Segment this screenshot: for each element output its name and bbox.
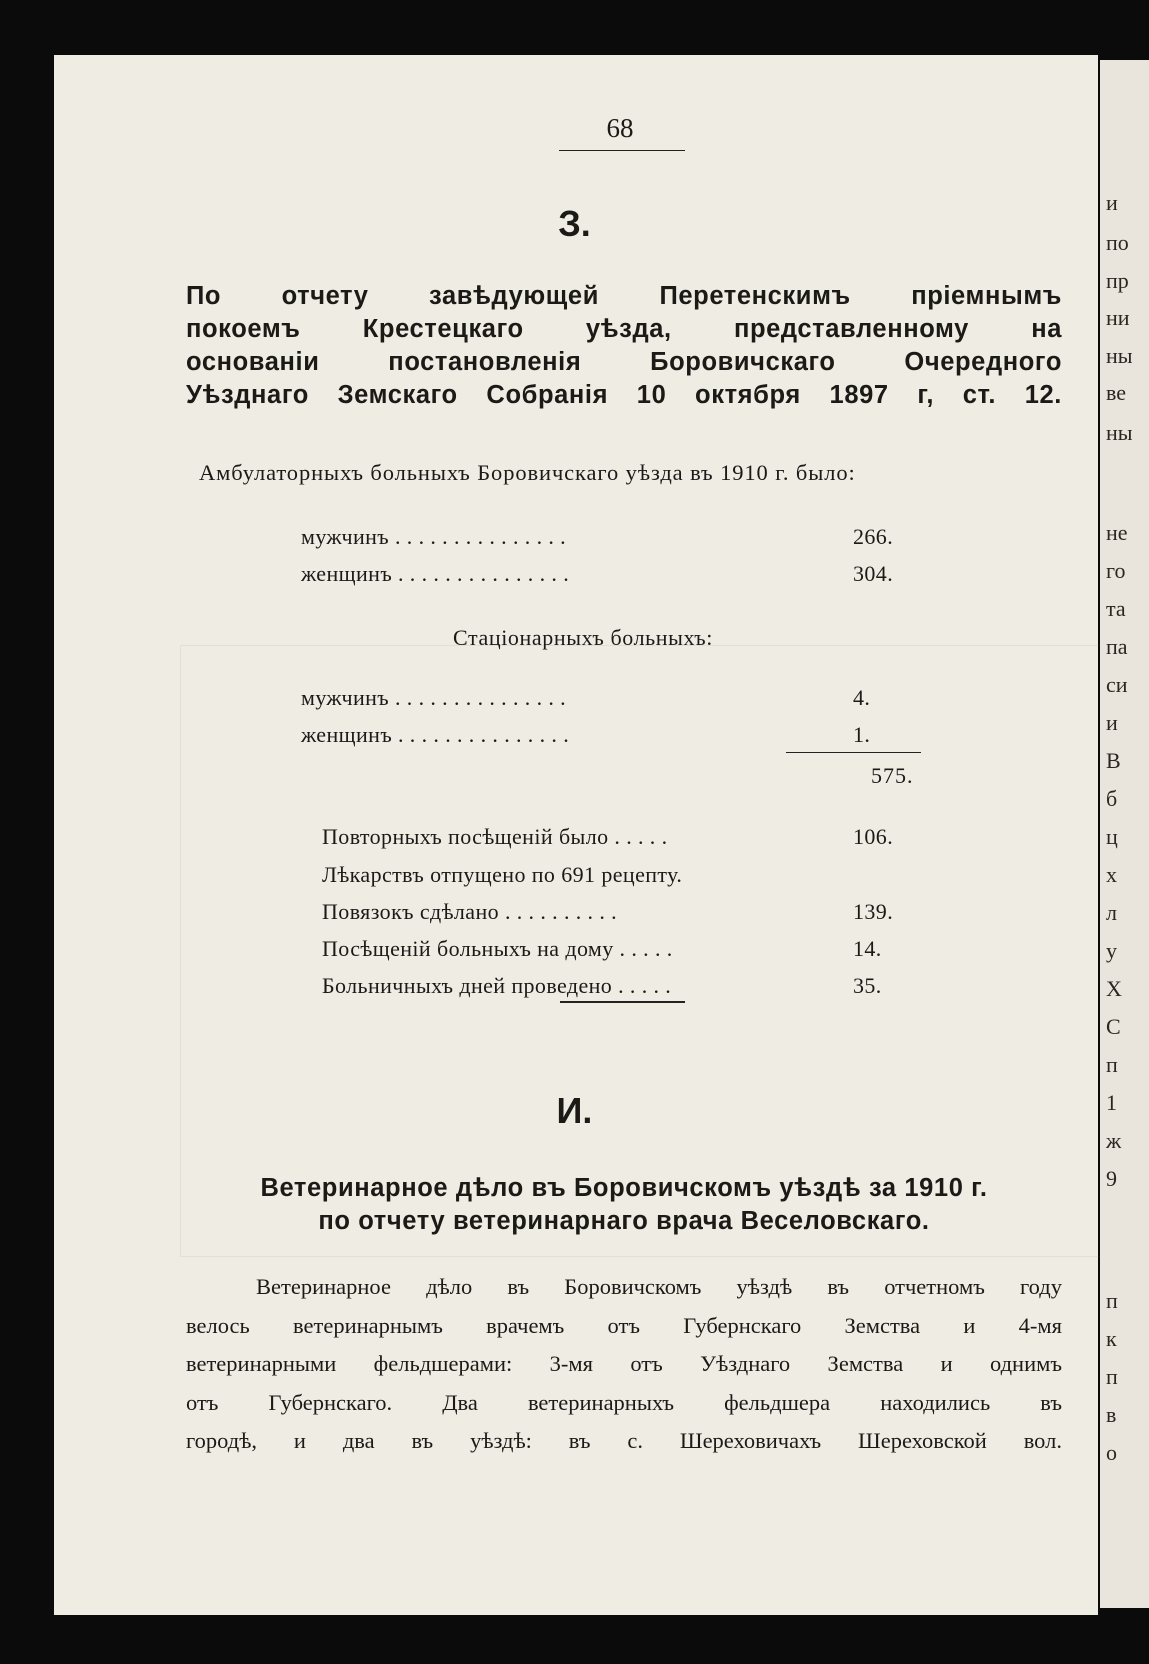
section-letter-i: И. [556, 1090, 593, 1131]
adjacent-page-fragment: и [1106, 190, 1118, 215]
stat-row [301, 524, 894, 550]
page-number: 68 [606, 113, 634, 143]
adjacent-page-fragment: пр [1106, 268, 1129, 293]
section-z-heading [186, 280, 1062, 412]
stat-label: Лѣкарствъ отпущено по 691 рецепту. [322, 862, 683, 887]
stat-label: Посѣщеній больныхъ на дому . . . . . [322, 936, 673, 961]
adjacent-page-edge [1100, 60, 1149, 1608]
adjacent-page-fragment: б [1106, 786, 1118, 811]
adjacent-page-fragment: па [1106, 634, 1128, 659]
stat-label: мужчинъ . . . . . . . . . . . . . . . [301, 685, 567, 710]
stat-label: женщинъ . . . . . . . . . . . . . . . [301, 722, 570, 747]
stat-row [322, 862, 682, 888]
adjacent-page-fragment: ни [1106, 305, 1130, 330]
adjacent-page-fragment: п [1106, 1052, 1118, 1077]
adjacent-page-fragment: ве [1106, 380, 1127, 405]
adjacent-page-fragment: ж [1106, 1128, 1122, 1153]
stat-label: мужчинъ . . . . . . . . . . . . . . . [301, 524, 567, 549]
heading-line: покоемъ Крестецкаго уѣзда, представленному на [186, 315, 1062, 343]
adjacent-page-fragment: Х [1106, 976, 1122, 1001]
adjacent-page-fragment: по [1106, 230, 1129, 255]
stat-label: женщинъ . . . . . . . . . . . . . . . [301, 561, 570, 586]
adjacent-page-fragment: 1 [1106, 1090, 1117, 1115]
adjacent-page-fragment: п [1106, 1288, 1118, 1313]
stat-label: Повязокъ сдѣлано . . . . . . . . . . [322, 899, 618, 924]
adjacent-page-fragment: п [1106, 1364, 1118, 1389]
stat-value: 35. [853, 973, 882, 998]
stat-value: 106. [853, 824, 894, 849]
stat-value: 1. [853, 722, 871, 747]
page-number-rule [559, 150, 685, 151]
stat-row [322, 936, 882, 962]
adjacent-page-fragment: ц [1106, 824, 1118, 849]
section-divider [560, 1001, 685, 1003]
section-letter-z: З. [558, 203, 591, 244]
adjacent-page-fragment: 9 [1106, 1166, 1117, 1191]
adjacent-page-fragment: не [1106, 520, 1128, 545]
adjacent-page-fragment: ны [1106, 420, 1133, 445]
adjacent-page-fragment: го [1106, 558, 1126, 583]
stat-value: 304. [853, 561, 894, 586]
paragraph-line: городѣ, и два въ уѣздѣ: въ с. Шереховичахъ Шереховской вол. [186, 1428, 1062, 1453]
stat-value: 266. [853, 524, 894, 549]
section-i-heading [186, 1172, 1062, 1238]
total-value: 575. [871, 763, 914, 788]
adjacent-page-fragment: ны [1106, 343, 1133, 368]
paragraph-line: велось ветеринарнымъ врачемъ отъ Губернскаго Земства и 4-мя [186, 1312, 1062, 1338]
adjacent-page-fragment: В [1106, 748, 1121, 773]
paragraph-line: отъ Губернскаго. Два ветеринарныхъ фельдшера находились въ [186, 1389, 1062, 1415]
adjacent-page-fragment: о [1106, 1440, 1117, 1465]
stat-value: 14. [853, 936, 882, 961]
heading-line: По отчету завѣдующей Перетенскимъ пріемнымъ [186, 282, 1062, 310]
adjacent-page-fragment: л [1106, 900, 1117, 925]
stat-row [322, 973, 882, 999]
adjacent-page-fragment: у [1106, 938, 1117, 963]
adjacent-page-fragment: к [1106, 1326, 1117, 1351]
adjacent-page-fragment: си [1106, 672, 1128, 697]
adjacent-page-fragment: С [1106, 1014, 1121, 1039]
stat-row [322, 899, 894, 925]
heading-line: Ветеринарное дѣло въ Боровичскомъ уѣздѣ за 1910 г. [260, 1174, 988, 1202]
stat-label: Больничныхъ дней проведено . . . . . [322, 973, 672, 998]
adjacent-page-fragment: х [1106, 862, 1117, 887]
heading-line: по отчету ветеринарнаго врача Веселовскаго. [318, 1207, 930, 1235]
paragraph-line: ветеринарными фельдшерами: 3-мя отъ Уѣзднаго Земства и однимъ [186, 1351, 1062, 1376]
heading-line: основаніи постановленія Боровичскаго Очередного [186, 348, 1062, 376]
adjacent-page-fragment: та [1106, 596, 1126, 621]
adjacent-page-fragment: и [1106, 710, 1118, 735]
stat-label: Повторныхъ посѣщеній было . . . . . [322, 824, 668, 849]
section-i-paragraph [186, 1268, 1062, 1461]
stat-row [301, 685, 871, 711]
stat-value: 4. [853, 685, 871, 710]
stat-row [322, 824, 894, 850]
stat-row [301, 722, 871, 748]
ambulatory-intro: Амбулаторныхъ больныхъ Боровичскаго уѣзда въ 1910 г. было: [199, 460, 856, 485]
sum-rule [786, 752, 921, 753]
heading-line: Уѣзднаго Земскаго Собранія 10 октября 1897 г, ст. 12. [186, 381, 1062, 409]
stat-value: 139. [853, 899, 894, 924]
paragraph-line: Ветеринарное дѣло въ Боровичскомъ уѣздѣ въ отчетномъ году [256, 1274, 1062, 1299]
stationary-heading: Стаціонарныхъ больныхъ: [453, 625, 713, 650]
adjacent-page-fragment: в [1106, 1402, 1117, 1427]
stat-row [301, 561, 894, 587]
